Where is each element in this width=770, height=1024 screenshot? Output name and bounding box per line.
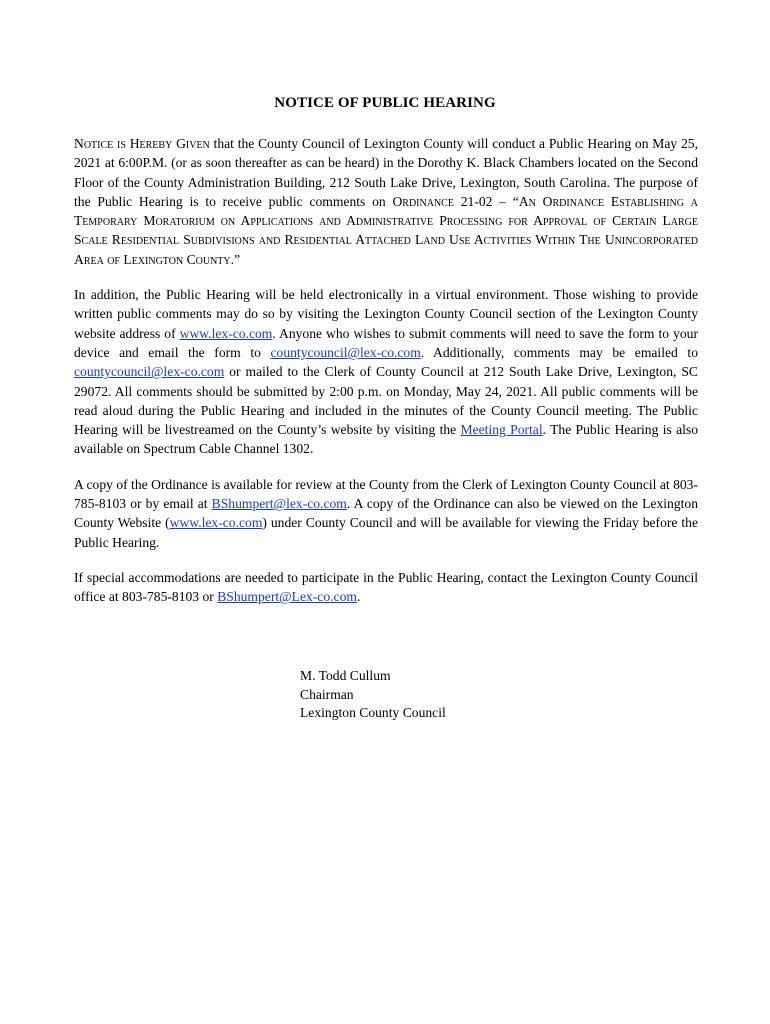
paragraph-virtual-hearing [74, 285, 698, 459]
accommodations-text-2: . [356, 589, 361, 605]
accommodations-text-1: If special accommodations are needed to participate in the Public Hearing, contact the Lexington County Council office at 803-785-8103 or [74, 569, 698, 605]
council-email-link-2[interactable]: countycouncil@lex-co.com [74, 364, 225, 380]
website-link[interactable]: www.lex-co.com [179, 325, 273, 341]
paragraph-ordinance-copy [74, 475, 698, 552]
notice-text: that the County Council of Lexington County will conduct a Public Hearing on May 25, 2021 at 6:00P.M. (or as soon thereafter as can be heard) in the Dorothy K. Black Chambers located on the Second Floor of the County Administration Building, 212 South Lake Drive, Lexington, South Carolina. The purpose of the Public Hearing is to receive public comments on [74, 136, 698, 209]
paragraph-notice [74, 134, 698, 269]
signer-organization: Lexington County Council [300, 705, 446, 720]
website-link-2[interactable]: www.lex-co.com [169, 515, 263, 531]
signer-role: Chairman [300, 686, 354, 702]
virtual-text-2: . Anyone who wishes to submit comments will need to save the form to your device and email the form to [74, 325, 698, 360]
copy-text-1: A copy of the Ordinance is available for review at the County from the Clerk of Lexington County Council at 803-785-8103 or by email at [74, 476, 698, 512]
ordinance-title: Ordinance 21-02 – “An Ordinance Establishing a Temporary Moratorium on Applications and Administrative Processing for Approval of Certain Large Scale Residential Subdivisions and Residential Attached Land Use Activities Within The Unincorporated Area of Lexington County.” [74, 193, 698, 267]
clerk-email-link-2[interactable]: BShumpert@Lex-co.com [217, 589, 357, 605]
notice-lead: Notice is Hereby Given [74, 136, 210, 151]
virtual-text-1: In addition, the Public Hearing will be held electronically in a virtual environment. Those wishing to provide written public comments may do so by visiting the Lexington County Council section of the Lexington County website address of [74, 287, 698, 341]
copy-text-2: . A copy of the Ordinance can also be viewed on the Lexington County Website ( [74, 496, 698, 531]
signature-block [300, 667, 446, 723]
virtual-text-4: or mailed to the Clerk of County Council at 212 South Lake Drive, Lexington, SC 29072. All comments should be submitted by 2:00 p.m. on Monday, May 24, 2021. All public comments will be read aloud during the Public Hearing and included in the minutes of the County Council meeting. The Public Hearing will be livestreamed on the County’s website by visiting the [74, 364, 698, 438]
signer-name: M. Todd Cullum [300, 668, 391, 683]
clerk-email-link[interactable]: BShumpert@lex-co.com [211, 496, 347, 512]
copy-text-3: ) under County Council and will be available for viewing the Friday before the Public Hearing. [74, 515, 698, 550]
virtual-text-5: . The Public Hearing is also available on Spectrum Cable Channel 1302. [74, 422, 698, 457]
page-title: NOTICE OF PUBLIC HEARING [274, 95, 496, 111]
meeting-portal-link[interactable]: Meeting Portal [460, 422, 543, 438]
council-email-link[interactable]: countycouncil@lex-co.com [270, 344, 421, 360]
virtual-text-3: . Additionally, comments may be emailed to [420, 344, 698, 360]
document-body [74, 134, 698, 623]
paragraph-accommodations [74, 568, 698, 607]
